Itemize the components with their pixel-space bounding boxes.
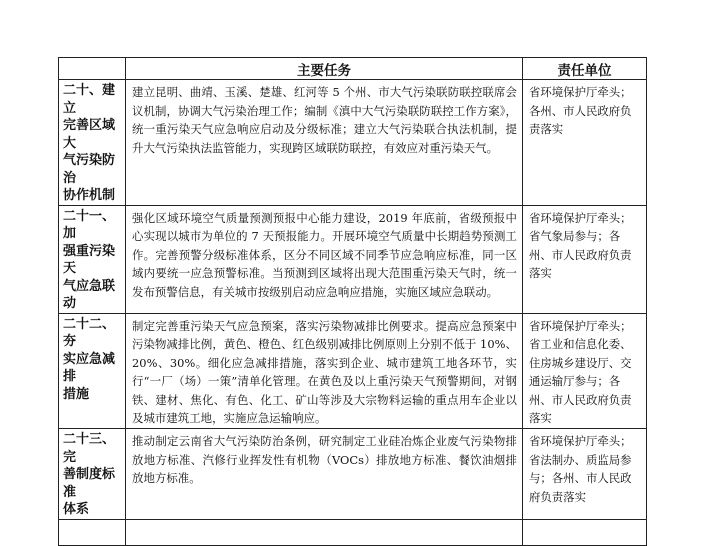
unit-text: 省法制办、质监局参 (529, 452, 632, 467)
task-table (58, 57, 647, 546)
unit-text: 省环境保护厅牵头； (529, 210, 632, 225)
task-description-cell (126, 80, 523, 206)
responsible-unit-cell (523, 205, 647, 313)
task-name-line: 二十三、完 (63, 432, 116, 465)
task-name-line: 措施 (63, 386, 90, 402)
unit-text: 省气象局参与；各 (529, 229, 621, 244)
task-text: 统一重污染天气应急响应启动及分级标准；建立大气污染联合执法机制，提 (132, 122, 517, 137)
unit-text: 各州、市人民政府负 (529, 103, 632, 118)
unit-text: 责落实 (529, 247, 632, 281)
task-text: 心实现以城市为单位的 7 天预报能力。开展环境空气质量中长期趋势预测工 (132, 229, 517, 244)
task-name-line: 二十二、夯 (63, 316, 116, 349)
unit-text: 府负责落实 (529, 489, 586, 504)
task-description-cell (126, 429, 523, 520)
task-text: 及城市建筑工地，实施应急运输响应。 (132, 411, 327, 426)
task-name-line: 二十、建立 (63, 83, 116, 116)
unit-text: 省工业和信息化委、 (529, 337, 632, 352)
task-text: 放地方标准、汽修行业挥发性有机物（VOCs）排放地方标准、餐饮油烟排 (132, 452, 517, 467)
task-text: 域内要统一应急预警标准。当预测到区域将出现大范围重污染天气时，统一 (132, 266, 517, 281)
table-row (59, 313, 647, 429)
task-name-line: 气应急联动 (63, 278, 116, 311)
unit-text: 州、市人民政府负 (529, 392, 621, 407)
unit-text: 责落实 (529, 392, 632, 426)
task-name-line: 完善区域大 (63, 118, 116, 151)
task-text: 作。完善预警分级标准体系，区分不同区域不同季节应急响应标准，同一区 (132, 247, 517, 262)
task-text: 20%、30%。细化应急减排措施，落实到企业、城市建筑工地各环节，实行 (132, 355, 517, 389)
table-row (59, 205, 647, 313)
unit-text: 省环境保护厅牵头； (529, 434, 632, 449)
task-text: 推动制定云南省大气污染防治条例，研究制定工业硅冶炼企业废气污染物排 (132, 434, 517, 449)
task-name-line: 实应急减排 (63, 351, 116, 384)
responsible-unit-cell (523, 429, 647, 520)
table-row-empty (59, 519, 647, 545)
empty-unit-cell (523, 519, 647, 545)
task-name-line: 二十一、加 (63, 208, 116, 241)
task-text: 发布预警信息，有关城市按级别启动应急响应措施，实施区域应急联动。 (132, 284, 499, 299)
task-name-cell (59, 313, 126, 429)
unit-text: 省环境保护厅牵头； (529, 318, 632, 333)
task-text: 制定完善重污染天气应急预案，落实污染物减排比例要求。提高应急预案中 (132, 318, 517, 333)
task-name-line: 强重污染天 (63, 243, 116, 276)
unit-text: 与；各州、市人民政 (529, 471, 632, 486)
task-description-cell (126, 205, 523, 313)
unit-text: 责落实 (529, 122, 564, 137)
task-text: 建立昆明、曲靖、玉溪、楚雄、红河等 5 个州、市大气污染联防联控联席会 (132, 85, 517, 99)
task-text: “一厂（场）一策”清单化管理。在黄色及以上重污染天气预警期间，对钢 (143, 374, 517, 389)
task-text: 放地方标准。 (132, 471, 201, 486)
unit-text: 通运输厅参与；各 (529, 374, 621, 389)
task-name-line: 善制度标准 (63, 467, 116, 500)
unit-text: 州、市人民政府负 (529, 247, 621, 262)
table-header-row (59, 58, 647, 80)
responsible-unit-cell (523, 313, 647, 429)
empty-name-cell (59, 519, 126, 545)
task-text: 议机制，协调大气污染治理工作；编制《滇中大气污染联防联控工作方案》， (132, 103, 517, 118)
unit-text: 住房城乡建设厅、交 (529, 355, 632, 370)
task-name-cell (59, 429, 126, 520)
empty-task-cell (126, 519, 523, 545)
header-responsible-unit: 责任单位 (523, 58, 647, 80)
task-name-line: 协作机制 (63, 188, 116, 203)
header-empty (59, 58, 126, 80)
task-name-cell (59, 80, 126, 206)
task-text: 污染物减排比例，黄色、橙色、红色级别减排比例原则上分别不低于 10%、 (132, 337, 517, 352)
table-row (59, 429, 647, 520)
header-main-tasks: 主要任务 (126, 58, 523, 80)
task-text: 强化区域环境空气质量预测预报中心能力建设，2019 年底前，省级预报中 (132, 210, 517, 225)
task-name-line: 体系 (63, 502, 90, 518)
unit-text: 省环境保护厅牵头； (529, 85, 632, 99)
task-description-cell (126, 313, 523, 429)
responsible-unit-cell (523, 80, 647, 206)
task-name-line: 气污染防治 (63, 153, 116, 186)
table-row (59, 80, 647, 206)
task-text: 升大气污染执法监管能力，实现跨区域联防联控，有效应对重污染天气。 (132, 140, 499, 155)
task-name-cell (59, 205, 126, 313)
task-text: 铁、建材、焦化、有色、化工、矿山等涉及大宗物料运输的重点用车企业以 (132, 392, 517, 407)
